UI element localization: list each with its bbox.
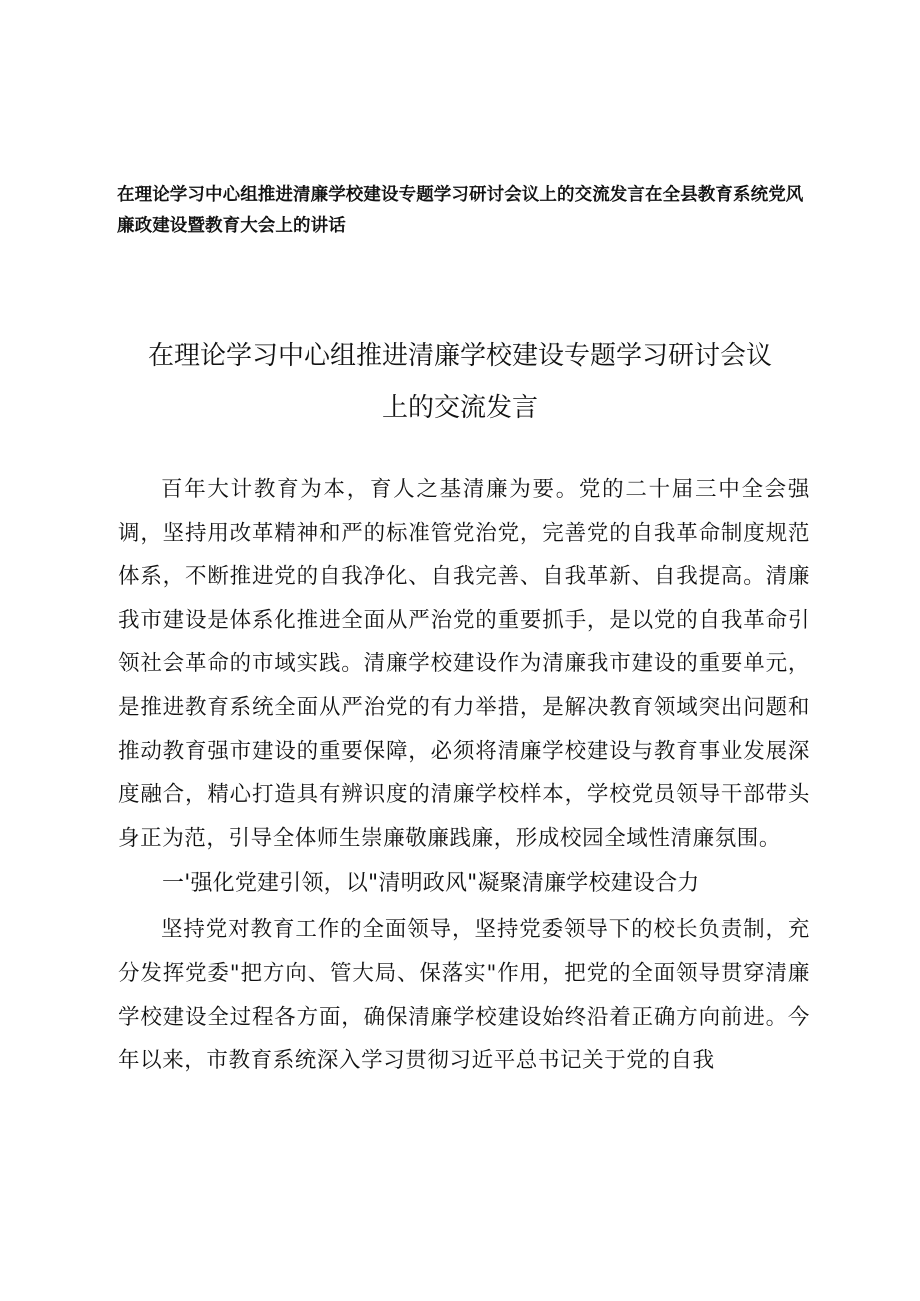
document-header-title: 在理论学习中心组推进清廉学校建设专题学习研讨会议上的交流发言在全县教育系统党风廉政建设暨教育大会上的讲话 <box>117 185 804 236</box>
paragraph-intro: 百年大计教育为本，育人之基清廉为要。党的二十届三中全会强调，坚持用改革精神和严的标准管党治党，完善党的自我革命制度规范体系，不断推进党的自我净化、自我完善、自我革新、自我提高。清廉我市建设是体系化推进全面从严治党的重要抓手，是以党的自我革命引领社会革命的市域实践。清廉学校建设作为清廉我市建设的重要单元，是推进教育系统全面从严治党的有力举措，是解决教育领域突出问题和推动教育强市建设的重要保障，必须将清廉学校建设与教育事业发展深度融合，精心打造具有辨识度的清廉学校样本，学校党员领导干部带头身正为范，引导全体师生崇廉敬廉践廉，形成校园全域性清廉氛围。 <box>118 477 810 851</box>
section-heading-1: 一'强化党建引领，以"清明政风"凝聚清廉学校建设合力 <box>162 871 700 897</box>
document-title-line-1: 在理论学习中心组推进清廉学校建设专题学习研讨会议 <box>147 341 772 371</box>
document-body <box>118 468 810 1083</box>
document-title-line-2: 上的交流发言 <box>381 393 538 423</box>
paragraph-section-1: 坚持党对教育工作的全面领导，坚持党委领导下的校长负责制，充分发挥党委"把方向、管大局、保落实"作用，把党的全面领导贯穿清廉学校建设全过程各方面，确保清廉学校建设始终沿着正确方向前进。今年以来，市教育系统深入学习贯彻习近平总书记关于党的自我 <box>118 917 810 1074</box>
document-title <box>100 330 820 434</box>
